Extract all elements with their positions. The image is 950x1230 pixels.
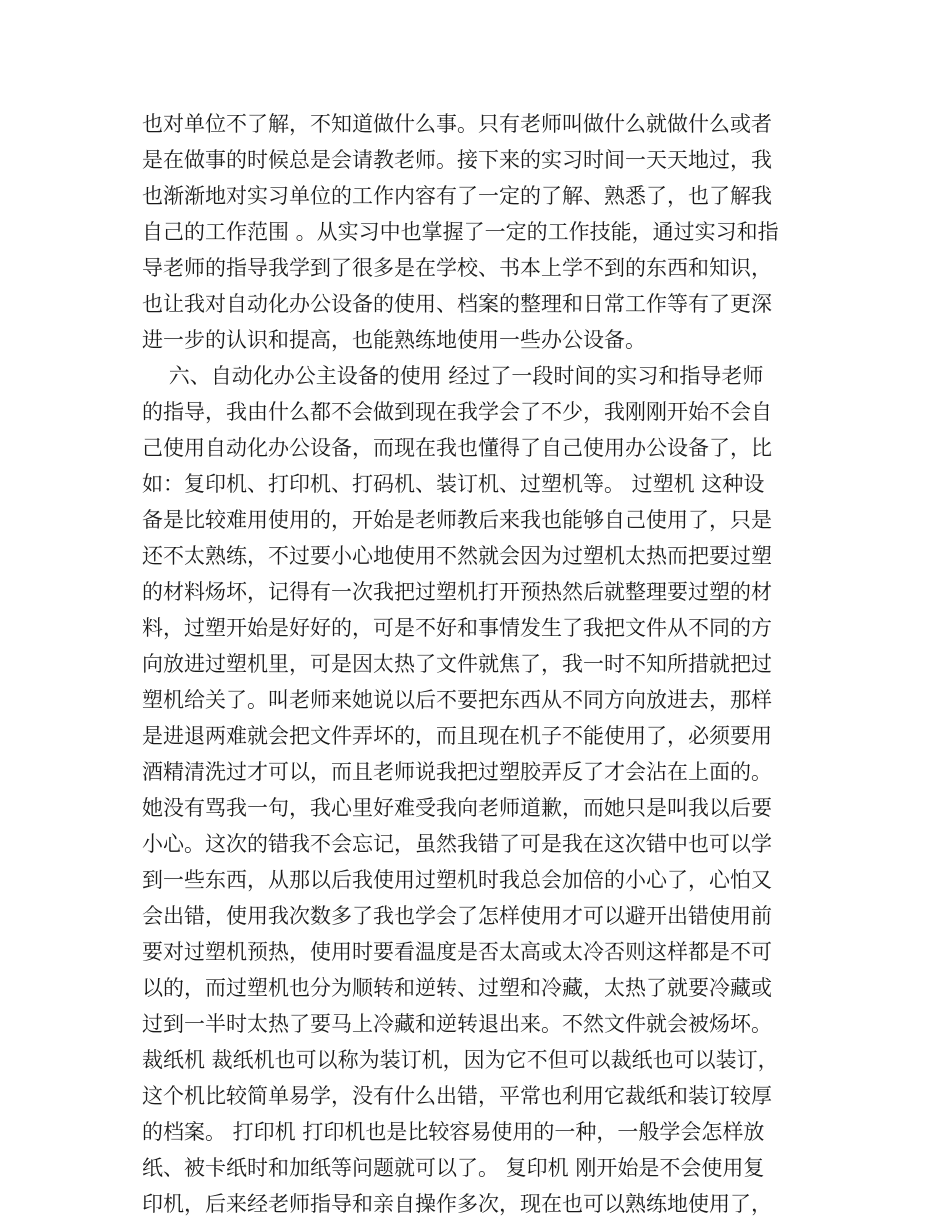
text-line: 是进退两难就会把文件弄坏的，而且现在机子不能使用了，必须要用 xyxy=(142,724,772,748)
text-line: 如：复印机、打印机、打码机、装订机、过塑机等。 过塑机 这种设 xyxy=(142,472,765,496)
text-line: 还不太熟练，不过要小心地使用不然就会因为过塑机太热而把要过塑 xyxy=(142,544,772,568)
text-line: 己使用自动化办公设备，而现在我也懂得了自己使用办公设备了，比 xyxy=(142,436,772,460)
text-line: 导老师的指导我学到了很多是在学校、书本上学不到的东西和知识， xyxy=(142,256,772,280)
text-line: 会出错，使用我次数多了我也学会了怎样使用才可以避开出错使用前 xyxy=(142,904,772,928)
text-line: 自己的工作范围 。从实习中也掌握了一定的工作技能，通过实习和指 xyxy=(142,220,779,244)
text-line: 也渐渐地对实习单位的工作内容有了一定的了解、熟悉了，也了解我 xyxy=(142,184,772,208)
text-line: 要对过塑机预热，使用时要看温度是否太高或太冷否则这样都是不可 xyxy=(142,940,772,964)
text-line: 的指导，我由什么都不会做到现在我学会了不少，我刚刚开始不会自 xyxy=(142,400,772,424)
text-line: 这个机比较简单易学，没有什么出错，平常也利用它裁纸和装订较厚 xyxy=(142,1084,772,1108)
text-line: 进一步的认识和提高，也能熟练地使用一些办公设备。 xyxy=(142,328,646,352)
body-text xyxy=(142,106,822,1222)
text-line: 的材料炀坏，记得有一次我把过塑机打开预热然后就整理要过塑的材 xyxy=(142,580,772,604)
text-line: 印机，后来经老师指导和亲自操作多次，现在也可以熟练地使用了， xyxy=(142,1192,772,1216)
text-line: 裁纸机 裁纸机也可以称为装订机，因为它不但可以裁纸也可以装订， xyxy=(142,1048,779,1072)
text-line: 到一些东西，从那以后我使用过塑机时我总会加倍的小心了，心怕又 xyxy=(142,868,772,892)
text-line: 过到一半时太热了要马上冷藏和逆转退出来。不然文件就会被炀坏。 xyxy=(142,1012,772,1036)
text-line: 也让我对自动化办公设备的使用、档案的整理和日常工作等有了更深 xyxy=(142,292,772,316)
text-line: 也对单位不了解，不知道做什么事。只有老师叫做什么就做什么或者 xyxy=(142,112,772,136)
text-line: 向放进过塑机里，可是因太热了文件就焦了，我一时不知所措就把过 xyxy=(142,652,772,676)
text-line: 塑机给关了。叫老师来她说以后不要把东西从不同方向放进去，那样 xyxy=(142,688,772,712)
text-line: 酒精清洗过才可以，而且老师说我把过塑胶弄反了才会沾在上面的。 xyxy=(142,760,772,784)
text-line: 以的，而过塑机也分为顺转和逆转、过塑和冷藏，太热了就要冷藏或 xyxy=(142,976,772,1000)
text-line: 是在做事的时候总是会请教老师。接下来的实习时间一天天地过，我 xyxy=(142,148,772,172)
text-line: 料，过塑开始是好好的，可是不好和事情发生了我把文件从不同的方 xyxy=(142,616,772,640)
text-line: 小心。这次的错我不会忘记，虽然我错了可是我在这次错中也可以学 xyxy=(142,832,772,856)
paragraph-start-line: 六、自动化办公主设备的使用 经过了一段时间的实习和指导老师 xyxy=(142,364,764,388)
text-line: 她没有骂我一句，我心里好难受我向老师道歉，而她只是叫我以后要 xyxy=(142,796,772,820)
text-line: 纸、被卡纸时和加纸等问题就可以了。 复印机 刚开始是不会使用复 xyxy=(142,1156,765,1180)
text-line: 的档案。 打印机 打印机也是比较容易使用的一种，一般学会怎样放 xyxy=(142,1120,765,1144)
text-line: 备是比较难用使用的，开始是老师教后来我也能够自己使用了，只是 xyxy=(142,508,772,532)
